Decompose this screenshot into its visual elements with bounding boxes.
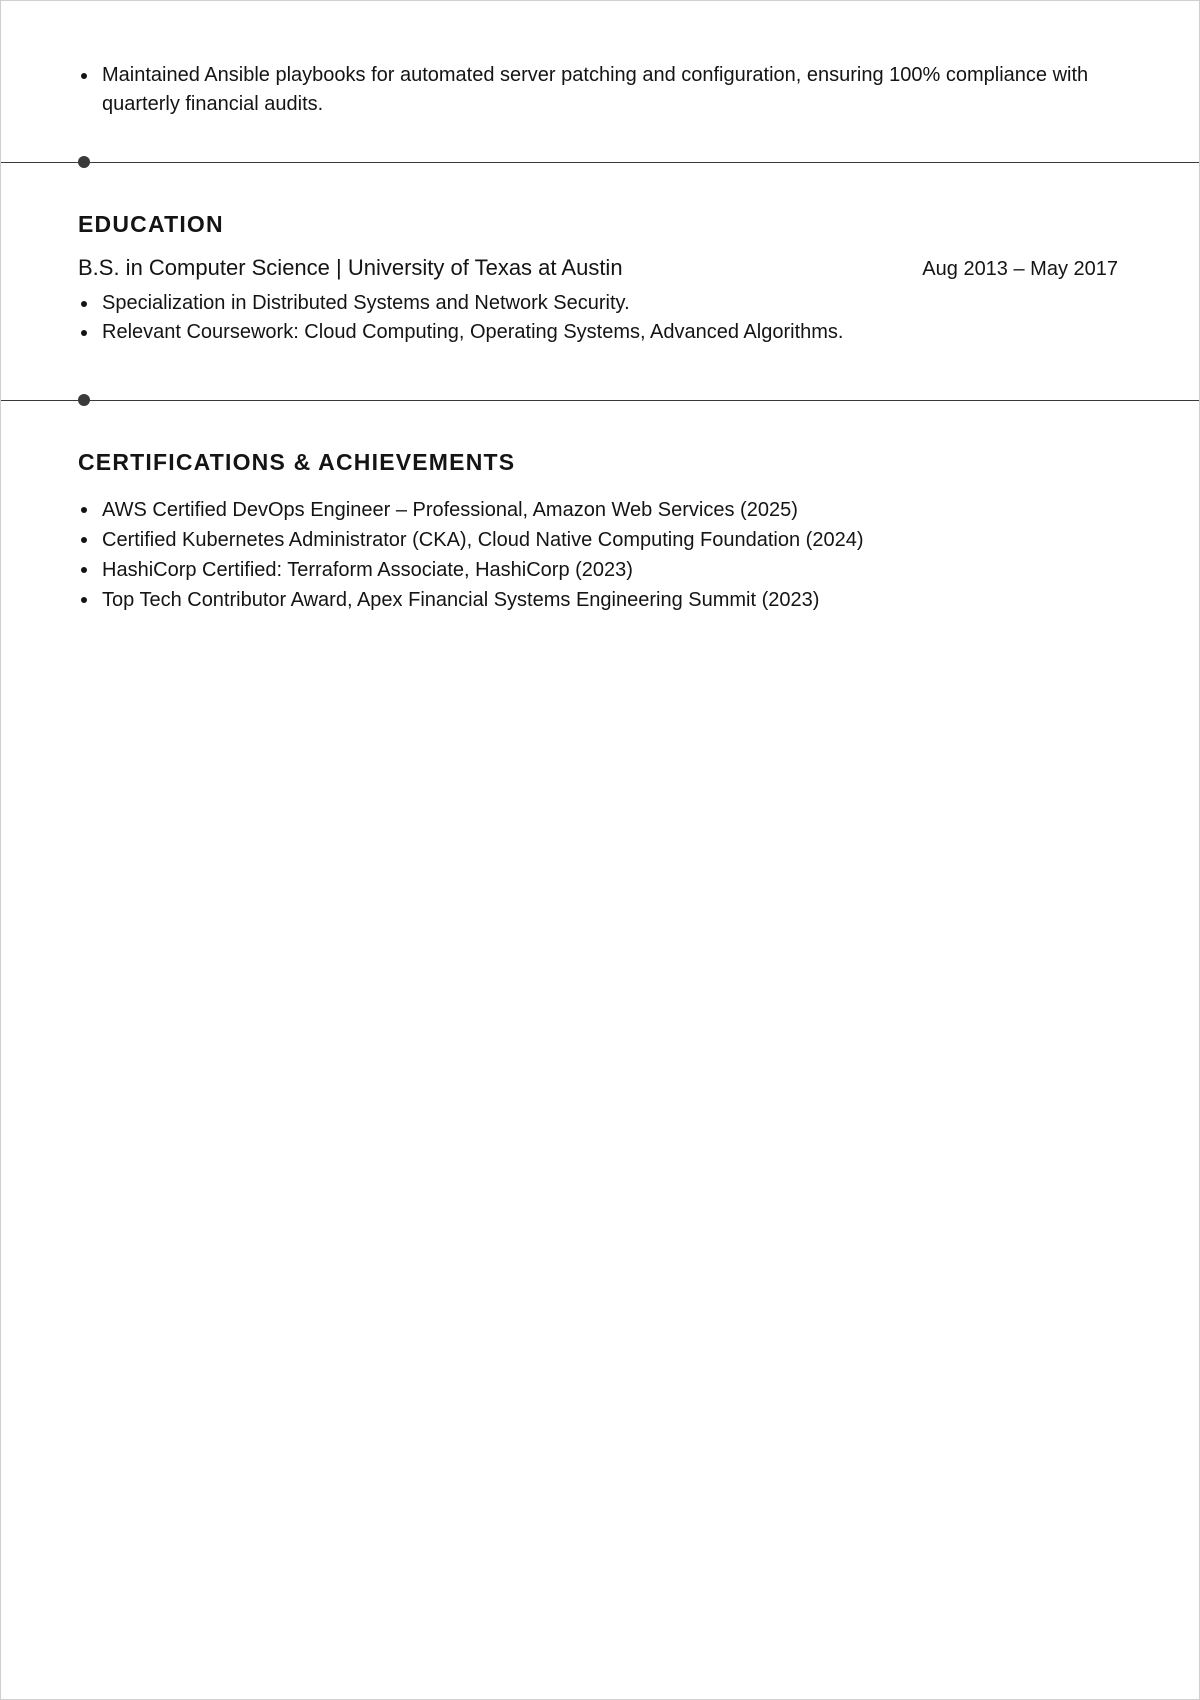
degree-institution: B.S. in Computer Science | University of Texas at Austin [78,255,623,280]
certifications-section [78,447,1122,615]
education-bullets [78,289,1122,347]
experience-section [78,61,1131,119]
certification-text: Certified Kubernetes Administrator (CKA), Cloud Native Computing Foundation (2024) [102,529,864,551]
education-bullet [78,289,1122,318]
education-heading: EDUCATION [78,211,224,237]
section-divider [1,162,1199,163]
divider-dot [78,394,90,406]
certification-text: AWS Certified DevOps Engineer – Professional, Amazon Web Services (2025) [102,499,798,521]
certification-item [78,585,1122,615]
section-divider [1,400,1199,401]
education-bullet-text: Relevant Coursework: Cloud Computing, Operating Systems, Advanced Algorithms. [102,321,844,343]
experience-bullet-text: Maintained Ansible playbooks for automated server patching and configuration, ensuring 100% compliance with quarterly financial audits. [102,64,1089,115]
experience-bullets [78,61,1131,119]
education-section [78,209,1122,347]
certification-item [78,525,1122,555]
certifications-list [78,495,1122,615]
certification-item [78,495,1122,525]
certification-item [78,555,1122,585]
bullet-dot [81,537,87,543]
education-dates: Aug 2013 – May 2017 [922,258,1118,280]
bullet-dot [81,301,87,307]
education-bullet [78,318,1122,347]
bullet-dot [81,73,87,79]
experience-bullet [78,61,1131,119]
certification-text: Top Tech Contributor Award, Apex Financial Systems Engineering Summit (2023) [102,589,820,611]
bullet-dot [81,597,87,603]
divider-dot [78,156,90,168]
bullet-dot [81,330,87,336]
certifications-heading: CERTIFICATIONS & ACHIEVEMENTS [78,449,516,475]
education-entry [78,255,1122,281]
bullet-dot [81,507,87,513]
certification-text: HashiCorp Certified: Terraform Associate, HashiCorp (2023) [102,559,633,581]
education-bullet-text: Specialization in Distributed Systems and Network Security. [102,292,630,314]
bullet-dot [81,567,87,573]
